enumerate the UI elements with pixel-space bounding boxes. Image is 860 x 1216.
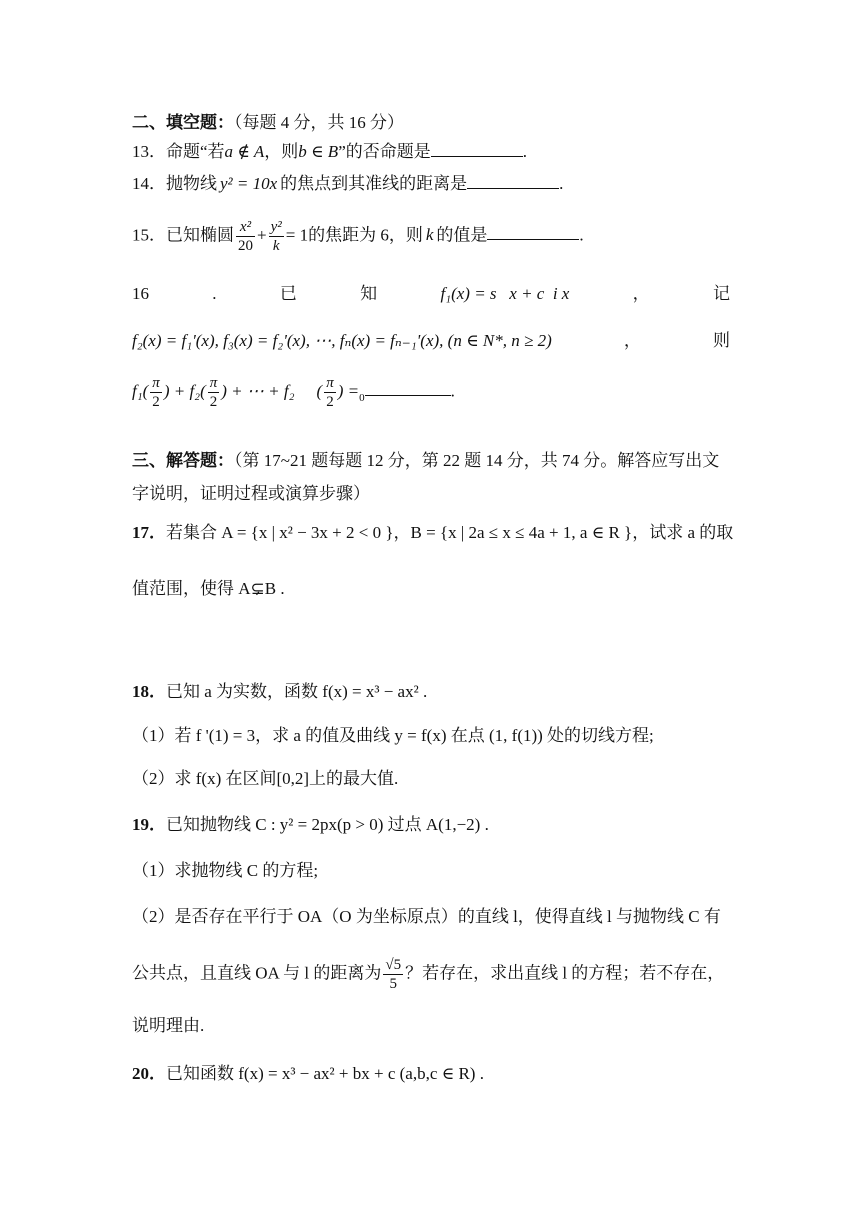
section-3-title: 三、解答题： — [132, 451, 234, 470]
question-16-line-3 — [132, 374, 455, 411]
q16-word-3: 记 — [712, 284, 730, 303]
q19-number: 19． — [132, 815, 166, 834]
q19-part-2: （2）是否存在平行于 OA（O 为坐标原点）的直线 l，使得直线 l 与抛物线 C 有 — [132, 907, 721, 926]
q16-line2-then: 则 — [713, 331, 730, 350]
question-19-part-2-end — [132, 1015, 204, 1037]
section-2-title: 二、填空题： — [132, 113, 234, 132]
q13-math-b: b ∈ B — [298, 142, 339, 161]
q16-line2-comma: ， — [623, 331, 641, 350]
q15-text-a: 已知椭圆 — [166, 225, 234, 245]
section-3-heading — [132, 450, 719, 472]
q16-end: . — [450, 381, 455, 401]
q15-fraction-x: $\frac{\text{x²}}{20}$ — [238, 219, 253, 254]
q15-plus: + — [257, 225, 267, 245]
q15-text-c: 的值是 — [436, 225, 488, 245]
q13-number: 13． — [132, 142, 166, 161]
q19-part-1: （1）求抛物线 C 的方程; — [132, 861, 319, 880]
q13-text-a: 命题“若 — [166, 142, 225, 161]
q18-stem: 已知 a 为实数，函数 f(x) = x³ − ax² . — [166, 682, 428, 701]
q19-part-2c: 说明理由. — [132, 1016, 205, 1035]
q15-k: k — [425, 225, 434, 245]
q16-dot: . — [212, 284, 217, 303]
q16-answer-blank — [365, 379, 451, 396]
q13-text-c: ”的否命题是 — [338, 142, 431, 161]
q13-math-a: a ∉ A — [224, 142, 265, 161]
q16-word-2: 知 — [360, 284, 378, 303]
question-19-part-2 — [132, 906, 721, 928]
q16-word-1: 已 — [279, 284, 297, 303]
question-16-line-2 — [132, 330, 730, 352]
q17-number: 17． — [132, 523, 166, 542]
question-13 — [132, 140, 527, 163]
section-2-heading — [132, 112, 404, 134]
q17-line-1: 若集合 A = {x | x² − 3x + 2 < 0 }，B = {x | 2a ≤ x ≤ 4a + 1, a ∈ R }，试求 a 的取 — [166, 523, 734, 542]
q19-sqrt5-over-5: $\frac{√5}{5}$ — [385, 957, 402, 992]
q19-part-2b-b: ？若存在，求出直线 l 的方程；若不存在， — [405, 963, 725, 983]
question-18-part-1 — [132, 725, 654, 747]
question-17-line-1 — [132, 522, 733, 544]
q13-text-b: ，则 — [264, 142, 299, 161]
q15-end: . — [579, 225, 584, 245]
q14-answer-blank — [467, 172, 559, 189]
q16-sum-c: ) + ⋯ + f₂ — [221, 381, 295, 401]
q16-sum-b: ) + f₂( — [163, 381, 206, 401]
question-19-part-1 — [132, 860, 318, 882]
q16-pi-over-2-b: $\frac{\pi}{2}$ — [209, 375, 218, 410]
q14-text-b: 的焦点到其准线的距离是 — [280, 174, 468, 193]
q16-comma: ， — [632, 284, 650, 303]
q18-part-2: （2）求 f(x) 在区间[0,2]上的最大值. — [132, 769, 399, 788]
q14-text-a: 抛物线 — [166, 174, 217, 193]
question-17-line-2 — [132, 578, 285, 600]
q15-text-b: 的焦距为 6，则 — [308, 225, 423, 245]
q15-fraction-y: $\frac{\text{y²}}{k}$ — [270, 219, 282, 254]
q13-end: . — [522, 142, 527, 161]
question-15 — [132, 218, 584, 255]
question-18-stem — [132, 681, 427, 703]
q19-part-2b-a: 公共点，且直线 OA 与 l 的距离为 — [132, 963, 382, 983]
q16-recurrence: f₂(x) = f₁'(x), f₃(x) = f₂'(x), ⋯, fₙ(x) = fₙ₋₁'(x), (n ∈ N*, n ≥ 2) — [132, 331, 552, 350]
q14-end: . — [559, 174, 564, 193]
q20-stem: 已知函数 f(x) = x³ − ax² + bx + c (a,b,c ∈ R) . — [166, 1064, 484, 1083]
q18-number: 18． — [132, 682, 166, 701]
q16-sum-e: ) = — [337, 381, 360, 401]
section-3-note-2: 字说明，证明过程或演算步骤） — [132, 484, 370, 503]
q15-equals: = 1 — [285, 225, 309, 245]
question-19-part-2-continued — [132, 956, 724, 993]
q16-small-zero: 0 — [359, 391, 365, 404]
question-19-stem — [132, 814, 489, 836]
q17-line-2: 值范围，使得 A⊊B . — [132, 579, 285, 598]
q16-pi-over-2-a: $\frac{\pi}{2}$ — [152, 375, 160, 410]
q16-number: 16 — [132, 284, 149, 303]
q19-stem: 已知抛物线 C : y² = 2px(p > 0) 过点 A(1,−2) . — [166, 815, 489, 834]
q16-pi-over-2-c: $\frac{\pi}{2}$ — [326, 375, 334, 410]
section-3-note-line-2 — [132, 483, 370, 505]
question-18-part-2 — [132, 768, 398, 790]
q18-part-1: （1）若 f '(1) = 3，求 a 的值及曲线 y = f(x) 在点 (1, f(1)) 处的切线方程; — [132, 726, 654, 745]
question-14 — [132, 172, 563, 195]
question-20-stem — [132, 1063, 484, 1085]
section-2-note: （每题 4 分，共 16 分） — [234, 113, 404, 132]
q16-sum-a: f₁( — [132, 381, 149, 401]
q16-f1-definition: f₁(x) = s x + c i x — [440, 284, 570, 303]
q15-number: 15． — [132, 225, 166, 245]
section-3-note: （第 17~21 题每题 12 分，第 22 题 14 分，共 74 分。解答应写出文 — [234, 451, 720, 470]
question-16-line-1 — [132, 283, 730, 305]
q20-number: 20． — [132, 1064, 166, 1083]
q14-math: y² = 10x — [220, 174, 278, 193]
q14-number: 14． — [132, 174, 166, 193]
q15-answer-blank — [487, 223, 579, 240]
q13-answer-blank — [431, 140, 523, 157]
q16-sum-d: ( — [316, 381, 323, 401]
